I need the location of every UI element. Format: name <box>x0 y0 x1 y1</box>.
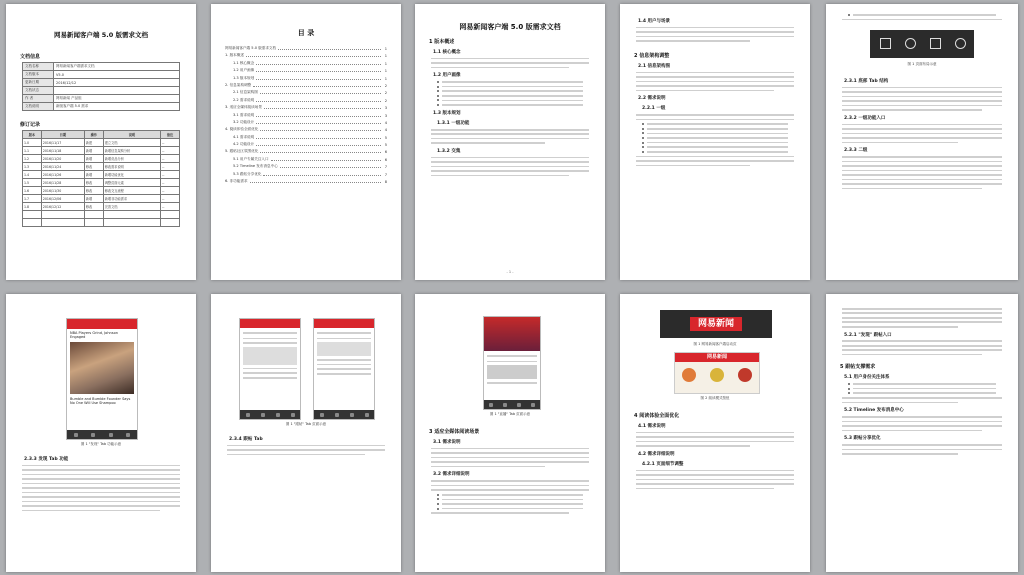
rev-cell: 2016/12/06 <box>41 195 84 203</box>
rev-cell: 1.6 <box>23 187 42 195</box>
toc-entry-page: 1 <box>384 76 387 81</box>
rev-cell <box>41 211 84 219</box>
rev-cell: 建立文档 <box>103 139 160 147</box>
rev-cell: 1.7 <box>23 195 42 203</box>
page-6 <box>6 294 196 572</box>
toc-entry-label: 5.1 用户专属关注入口 <box>233 156 269 161</box>
doc-info-table <box>22 62 180 111</box>
info-value: 网易新闻客户端需求文档 <box>54 63 180 71</box>
toc-entry[interactable] <box>225 83 387 88</box>
info-row <box>23 71 180 79</box>
toc-entry-label: 2. 信息架构调整 <box>225 82 252 87</box>
table-row <box>23 187 180 195</box>
sec234-heading: 2.3.4 跟帖 Tab <box>229 437 263 442</box>
mode-button-eye[interactable] <box>710 368 724 382</box>
sec233-discover-heading: 2.3.3 发现 Tab 功能 <box>24 457 69 462</box>
rev-cell: 修改交互流程 <box>103 187 160 195</box>
sec52-heading: 5.2 Timeline 发布消息中心 <box>844 408 904 414</box>
info-row <box>23 63 180 71</box>
toc-entry-label: 1.3 版本规划 <box>233 75 255 80</box>
toc-list <box>211 53 401 184</box>
table-row <box>23 163 180 171</box>
news-photo[interactable] <box>70 342 134 394</box>
sec32-heading: 3.2 需求详细说明 <box>433 472 470 478</box>
brand-logo-text: 网易新闻 <box>690 317 742 331</box>
rev-cell <box>23 219 42 227</box>
toc-entry[interactable] <box>233 98 387 103</box>
toc-entry-page: 3 <box>384 106 387 111</box>
sec14-heading: 1.4 用户与场景 <box>638 19 671 24</box>
rev-cell: 修改 <box>84 179 103 187</box>
toc-entry[interactable] <box>233 172 387 177</box>
toc-title: 目 录 <box>297 29 315 37</box>
table-row <box>23 139 180 147</box>
rev-heading: 修订记录 <box>20 122 41 128</box>
toc-entry-label: 2.1 信息架构图 <box>233 90 258 95</box>
rev-cell: 1.4 <box>23 171 42 179</box>
info-row <box>23 103 180 111</box>
toc-entry-label: 3. 适应全媒体阅读场景 <box>225 105 262 110</box>
rev-col-header: 版本 <box>23 131 42 139</box>
toc-entry[interactable] <box>225 105 387 110</box>
toc-entry-page: 5 <box>384 143 387 148</box>
rev-cell: 2016/11/24 <box>41 163 84 171</box>
toc-entry-label: 1.1 核心概念 <box>233 60 255 65</box>
rev-cell: 新增 <box>84 155 103 163</box>
rev-cell: 新增非功能需求 <box>103 195 160 203</box>
home-icon <box>880 38 891 49</box>
sec1-heading: 1 版本概述 <box>429 39 455 45</box>
rev-cell <box>41 219 84 227</box>
rev-cell: -- <box>161 203 180 211</box>
toc-entry-page: 8 <box>384 180 387 185</box>
page-8 <box>415 294 605 572</box>
sec132-heading: 1.3.2 交集 <box>437 148 461 154</box>
toc-entry-label: 2.2 需求说明 <box>233 97 255 102</box>
profile-icon <box>955 38 966 49</box>
rev-cell: 修改 <box>84 203 103 211</box>
rev-cell: 2016/11/26 <box>41 171 84 179</box>
table-row <box>23 195 180 203</box>
toc-entry[interactable] <box>225 53 387 58</box>
sec421-heading: 4.2.1 页面细节调整 <box>642 461 684 467</box>
toc-entry[interactable] <box>233 76 387 81</box>
revision-table <box>22 130 180 227</box>
rev-cell: 1.3 <box>23 163 42 171</box>
rev-cell: 2016/11/17 <box>41 139 84 147</box>
page-toc <box>211 4 401 280</box>
sec221-heading: 2.2.1 一级 <box>642 106 666 112</box>
info-row <box>23 87 180 95</box>
rev-cell: 修改 <box>84 187 103 195</box>
info-key: 文档状态 <box>23 87 54 95</box>
comment-icon <box>930 38 941 49</box>
rev-col-header: 说明 <box>103 131 160 139</box>
toc-entry-page: 7 <box>384 172 387 177</box>
info-key: 作 者 <box>23 95 54 103</box>
sec12-heading: 1.2 用户画像 <box>433 73 461 79</box>
info-key: 文档说明 <box>23 103 54 111</box>
toc-entry-page: 4 <box>384 120 387 125</box>
rev-cell: -- <box>161 147 180 155</box>
rev-cell: 调整页面元素 <box>103 179 160 187</box>
toc-entry[interactable] <box>233 90 387 95</box>
sec231-heading: 2.3.1 底部 Tab 结构 <box>844 79 889 84</box>
rev-cell: 修改 <box>84 163 103 171</box>
toc-entry-label: 5.3 跟帖分享优化 <box>233 171 262 176</box>
info-value: 新版客户端 5.0 需求 <box>54 103 180 111</box>
sec42-heading: 4.2 需求详细说明 <box>638 451 675 457</box>
sec53-heading: 5.3 跟帖分享优化 <box>844 436 881 442</box>
toc-doc-row[interactable]: 网易新闻客户端 5.0 版需求文档 1 <box>225 46 387 51</box>
info-value: 2016/12/12 <box>54 79 180 87</box>
rev-cell: 新增竞品分析 <box>103 155 160 163</box>
table-row <box>23 203 180 211</box>
toc-entry-label: 4.2 功能设计 <box>233 142 255 147</box>
sec3-heading: 3 适应全媒体阅读场景 <box>429 429 480 435</box>
sec13-heading: 1.3 版本规划 <box>433 111 461 117</box>
p7-caption: 图 1 "跟帖" Tab 页面示意 <box>285 422 327 426</box>
table-row <box>23 155 180 163</box>
table-row <box>23 147 180 155</box>
fig1-caption: 图 1 页面布局示意 <box>907 62 937 66</box>
rev-cell: 1.1 <box>23 147 42 155</box>
phone-mockup-comments-b <box>313 318 375 420</box>
toc-entry[interactable] <box>233 135 387 140</box>
rev-cell: 新建 <box>84 139 103 147</box>
page-3 <box>415 4 605 280</box>
info-key: 文档版本 <box>23 71 54 79</box>
info-value: 网易新闻 产品组 <box>54 95 180 103</box>
brand-banner <box>660 310 772 338</box>
rev-cell: 1.2 <box>23 155 42 163</box>
page-7 <box>211 294 401 572</box>
mode-button-night[interactable] <box>738 368 752 382</box>
rev-cell <box>103 219 160 227</box>
info-row <box>23 95 180 103</box>
reading-mode-figure <box>674 352 760 394</box>
page-number: - 1 - <box>506 270 514 274</box>
toc-entry[interactable] <box>233 164 387 169</box>
rev-col-header: 日期 <box>41 131 84 139</box>
toc-entry[interactable] <box>233 142 387 147</box>
sec232-heading: 2.3.2 一级功能入口 <box>844 115 886 121</box>
sec521-heading: 5.2.1 "发现" 跟帖入口 <box>844 332 892 338</box>
toc-entry-page: 5 <box>384 135 387 140</box>
phone-tabbar <box>67 430 137 439</box>
rev-cell <box>84 219 103 227</box>
page-5 <box>826 4 1018 280</box>
rev-cell: 修改需求说明 <box>103 163 160 171</box>
news-headline-1[interactable]: NBA Players Grind, Johnson Engaged <box>70 331 118 339</box>
toc-entry-label: 4. 阅读体验全面优化 <box>225 127 259 132</box>
rev-cell: 新增 <box>84 195 103 203</box>
sec5-heading: 5 跟帖支撑需求 <box>840 364 876 371</box>
toc-entry-page: 6 <box>384 157 387 162</box>
rev-col-header: 备注 <box>161 131 180 139</box>
toc-entry-page: 2 <box>384 98 387 103</box>
rev-cell: -- <box>161 171 180 179</box>
sec233-heading: 2.3.3 二级 <box>844 148 868 154</box>
rev-cell: 新增 <box>84 147 103 155</box>
rev-cell <box>161 211 180 219</box>
rev-cell <box>103 211 160 219</box>
rev-cell: 2016/11/18 <box>41 147 84 155</box>
rev-cell: 2016/11/28 <box>41 179 84 187</box>
page-4 <box>620 4 810 280</box>
page-cover <box>6 4 196 280</box>
toc-entry-label: 1. 版本概述 <box>225 53 244 58</box>
toc-entry-page: 1 <box>384 61 387 66</box>
toc-entry-page: 2 <box>384 83 387 88</box>
discover-icon <box>905 38 916 49</box>
tabbar-icons <box>880 38 966 49</box>
rev-cell: -- <box>161 187 180 195</box>
rev-cell: -- <box>161 155 180 163</box>
sec4-heading: 4 阅读体验全面优化 <box>634 413 680 419</box>
p6-caption: 图 1 "发现" Tab 功能示意 <box>80 442 122 446</box>
page3-title: 网易新闻客户端 5.0 版需求文档 <box>459 23 561 31</box>
table-row <box>23 171 180 179</box>
toc-entry-label: 5.2 Timeline 发布消息中心 <box>233 164 278 169</box>
rev-cell <box>161 219 180 227</box>
toc-entry-page: 1 <box>384 69 387 74</box>
info-key: 更新日期 <box>23 79 54 87</box>
rev-cell: 1.8 <box>23 203 42 211</box>
rev-cell: 新增功能优化 <box>103 171 160 179</box>
doc-title: 网易新闻客户端 5.0 版需求文档 <box>53 31 149 39</box>
rev-cell <box>84 211 103 219</box>
toc-entry[interactable] <box>233 61 387 66</box>
toc-entry[interactable] <box>233 120 387 125</box>
phone-mockup-live <box>483 316 541 410</box>
info-value <box>54 87 180 95</box>
rev-cell: 1.0 <box>23 139 42 147</box>
toc-entry-page: 7 <box>384 165 387 170</box>
table-row <box>23 179 180 187</box>
toc-entry-page: 3 <box>384 113 387 118</box>
info-heading: 文档信息 <box>20 54 41 60</box>
sec31-heading: 3.1 需求说明 <box>433 440 461 445</box>
toc-entry[interactable] <box>233 68 387 73</box>
rev-cell: 2016/12/12 <box>41 203 84 211</box>
rev-cell: 新增 <box>84 171 103 179</box>
rev-cell: -- <box>161 179 180 187</box>
p8-caption: 图 1 "直播" Tab 页面示意 <box>489 412 531 416</box>
page-10 <box>826 294 1018 572</box>
reading-mode-header: 网易新闻 <box>675 353 759 362</box>
news-headline-2[interactable]: Bumble and Bumble Founder Says No One Will Use Shampoo <box>70 397 131 405</box>
phone-mockup-comments-a <box>239 318 301 420</box>
sec51-heading: 5.1 用户身份关注体系 <box>844 375 890 381</box>
rev-cell: 完善文档 <box>103 203 160 211</box>
toc-entry[interactable] <box>233 113 387 118</box>
info-value: V5.0 <box>54 71 180 79</box>
phone-mockup-discover <box>66 318 138 440</box>
p9-caption-2: 图 2 阅读模式按钮 <box>700 396 730 400</box>
toc-entry-page: 4 <box>384 128 387 133</box>
rev-cell: 2016/11/30 <box>41 187 84 195</box>
toc-entry-page: 1 <box>384 54 387 59</box>
sec22-heading: 2.2 需求说明 <box>638 96 666 102</box>
toc-entry-label: 4.1 需求说明 <box>233 134 255 139</box>
info-row <box>23 79 180 87</box>
rev-cell: -- <box>161 195 180 203</box>
rev-cell: 1.5 <box>23 179 42 187</box>
page-9 <box>620 294 810 572</box>
sec21-heading: 2.1 信息架构图 <box>638 63 671 69</box>
sec11-heading: 1.1 核心概念 <box>433 50 461 55</box>
toc-entry-page: 2 <box>384 91 387 96</box>
rev-col-header: 操作 <box>84 131 103 139</box>
toc-entry-page: 6 <box>384 150 387 155</box>
p9-caption-1: 图 1 网易新闻客户端启动页 <box>693 342 737 346</box>
toc-entry[interactable] <box>225 127 387 132</box>
sec2-heading: 2 信息架构调整 <box>634 52 670 59</box>
info-key: 文档名称 <box>23 63 54 71</box>
toc-entry-label: 3.2 功能设计 <box>233 119 255 124</box>
toc-doc-label: 网易新闻客户端 5.0 版需求文档 <box>225 46 277 50</box>
toc-entry[interactable] <box>233 157 387 162</box>
table-row <box>23 219 180 227</box>
toc-entry-label: 1.2 用户画像 <box>233 68 255 73</box>
rev-cell: -- <box>161 163 180 171</box>
rev-cell <box>23 211 42 219</box>
toc-entry-label: 6. 非功能需求 <box>225 179 248 184</box>
toc-entry[interactable] <box>225 179 387 184</box>
toc-entry[interactable] <box>225 149 387 154</box>
toc-entry-label: 3.1 需求说明 <box>233 112 255 117</box>
table-row <box>23 211 180 219</box>
toc-entry-label: 5. 跟帖社区氛围优化 <box>225 149 259 154</box>
sec41-heading: 4.1 需求说明 <box>638 424 666 429</box>
rev-cell: 2016/11/20 <box>41 155 84 163</box>
rev-cell: -- <box>161 139 180 147</box>
mode-button-day[interactable] <box>682 368 696 382</box>
sec131-heading: 1.3.1 一级功能 <box>437 121 470 127</box>
rev-cell: 新增信息架构分析 <box>103 147 160 155</box>
